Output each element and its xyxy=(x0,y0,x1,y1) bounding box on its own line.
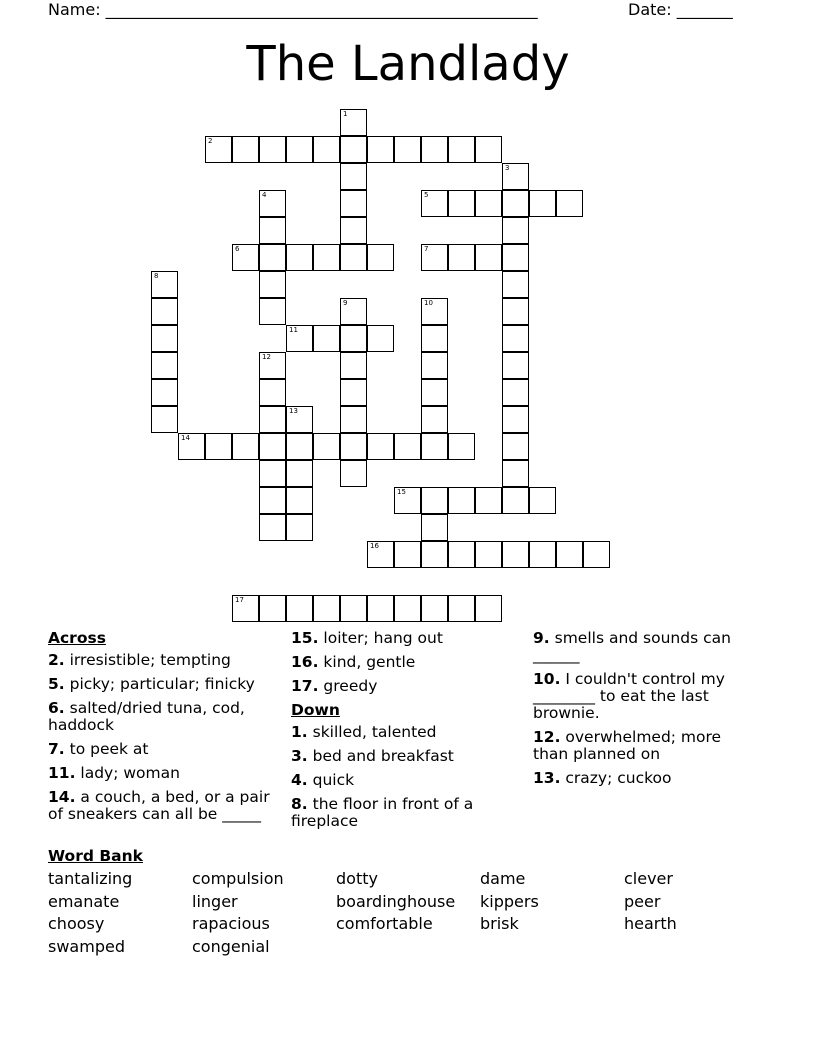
clue-number-label: 10. xyxy=(533,670,561,688)
grid-cell[interactable] xyxy=(421,541,448,568)
clue-number: 7 xyxy=(424,245,429,253)
grid-cell[interactable] xyxy=(259,298,286,325)
clue-text: irresistible; tempting xyxy=(69,651,231,669)
grid-cell[interactable] xyxy=(367,325,394,352)
down-clue-list-continued xyxy=(533,630,743,787)
word-bank-item: dame xyxy=(480,869,526,888)
grid-cell[interactable] xyxy=(313,136,340,163)
grid-cell[interactable] xyxy=(421,352,448,379)
clue xyxy=(533,630,743,664)
grid-cell[interactable] xyxy=(178,433,205,460)
clue xyxy=(291,772,523,789)
clue xyxy=(291,678,523,695)
clue-number-label: 8. xyxy=(291,795,308,813)
word-bank-item: swamped xyxy=(48,936,125,956)
word-bank-item: boardinghouse xyxy=(336,891,456,911)
grid-cell[interactable] xyxy=(421,406,448,433)
grid-cell[interactable] xyxy=(367,541,394,568)
grid-cell[interactable] xyxy=(475,595,502,622)
grid-cell[interactable] xyxy=(259,595,286,622)
grid-cell[interactable] xyxy=(286,325,313,352)
grid-cell[interactable] xyxy=(502,406,529,433)
grid-cell[interactable] xyxy=(421,433,448,460)
grid-cell[interactable] xyxy=(232,136,259,163)
grid-cell[interactable] xyxy=(502,433,529,460)
clue-number: 10 xyxy=(424,299,433,307)
grid-cell[interactable] xyxy=(151,325,178,352)
grid-cell[interactable] xyxy=(259,487,286,514)
clue xyxy=(48,652,280,669)
grid-cell[interactable] xyxy=(259,136,286,163)
grid-cell[interactable] xyxy=(448,541,475,568)
grid-cell[interactable] xyxy=(286,595,313,622)
grid-cell[interactable] xyxy=(394,595,421,622)
grid-cell[interactable] xyxy=(421,514,448,541)
clue-number-label: 16. xyxy=(291,653,319,671)
grid-cell[interactable] xyxy=(151,271,178,298)
grid-cell[interactable] xyxy=(421,379,448,406)
grid-cell[interactable] xyxy=(286,136,313,163)
clue-text: kind, gentle xyxy=(323,653,416,671)
grid-cell[interactable] xyxy=(313,325,340,352)
clue xyxy=(533,671,743,722)
grid-cell[interactable] xyxy=(529,487,556,514)
grid-cell[interactable] xyxy=(448,190,475,217)
grid-cell[interactable] xyxy=(475,487,502,514)
clue-number-label: 4. xyxy=(291,771,308,789)
word-bank-item: rapacious xyxy=(192,914,270,933)
clue-text: loiter; hang out xyxy=(323,629,443,647)
grid-cell[interactable] xyxy=(421,487,448,514)
clue-number-label: 5. xyxy=(48,675,65,693)
grid-cell[interactable] xyxy=(556,190,583,217)
grid-cell[interactable] xyxy=(583,541,610,568)
clue xyxy=(291,748,523,765)
clue-number: 17 xyxy=(235,596,244,604)
grid-cell[interactable] xyxy=(448,487,475,514)
grid-cell[interactable] xyxy=(502,541,529,568)
clue-number: 15 xyxy=(397,488,406,496)
grid-cell[interactable] xyxy=(421,298,448,325)
grid-cell[interactable] xyxy=(340,190,367,217)
clue-number-label: 7. xyxy=(48,740,65,758)
grid-cell[interactable] xyxy=(448,244,475,271)
clue xyxy=(291,724,523,741)
grid-cell[interactable] xyxy=(340,298,367,325)
date-field-label[interactable]: Date: _______ xyxy=(628,0,733,19)
word-bank-item: choosy xyxy=(48,914,105,933)
clue-text: salted/dried tuna, cod, haddock xyxy=(48,699,245,734)
clue-number: 5 xyxy=(424,191,429,199)
clue xyxy=(291,796,523,830)
clue-number: 4 xyxy=(262,191,267,199)
grid-cell[interactable] xyxy=(502,460,529,487)
grid-cell[interactable] xyxy=(340,433,367,460)
grid-cell[interactable] xyxy=(286,406,313,433)
word-bank-item: peer xyxy=(624,891,661,911)
grid-cell[interactable] xyxy=(286,487,313,514)
word-bank-item: dotty xyxy=(336,869,378,888)
clue-text: skilled, talented xyxy=(312,723,437,741)
clue xyxy=(533,770,743,787)
grid-cell[interactable] xyxy=(556,541,583,568)
grid-cell[interactable] xyxy=(421,325,448,352)
grid-cell[interactable] xyxy=(394,136,421,163)
grid-cell[interactable] xyxy=(340,163,367,190)
grid-cell[interactable] xyxy=(394,541,421,568)
grid-cell[interactable] xyxy=(529,541,556,568)
clue-number: 11 xyxy=(289,326,298,334)
across-clue-list-continued xyxy=(291,630,523,695)
grid-cell[interactable] xyxy=(340,406,367,433)
clue-number-label: 2. xyxy=(48,651,65,669)
clue-text: crazy; cuckoo xyxy=(565,769,672,787)
grid-cell[interactable] xyxy=(259,244,286,271)
page-title: The Landlady xyxy=(246,36,570,92)
grid-cell[interactable] xyxy=(367,433,394,460)
grid-cell[interactable] xyxy=(313,595,340,622)
grid-cell[interactable] xyxy=(367,244,394,271)
grid-cell[interactable] xyxy=(421,136,448,163)
grid-cell[interactable] xyxy=(151,298,178,325)
clue xyxy=(48,765,280,782)
grid-cell[interactable] xyxy=(286,244,313,271)
clue-text: a couch, a bed, or a pair of sneakers can all be _____ xyxy=(48,788,270,823)
grid-cell[interactable] xyxy=(340,244,367,271)
clue-text: quick xyxy=(312,771,355,789)
grid-cell[interactable] xyxy=(502,163,529,190)
grid-cell[interactable] xyxy=(286,514,313,541)
clue-number-label: 12. xyxy=(533,728,561,746)
grid-cell[interactable] xyxy=(340,460,367,487)
grid-cell[interactable] xyxy=(286,460,313,487)
clue-number: 6 xyxy=(235,245,240,253)
clue-text: greedy xyxy=(323,677,378,695)
grid-cell[interactable] xyxy=(529,190,556,217)
word-bank-item: tantalizing xyxy=(48,869,133,888)
word-bank-item: comfortable xyxy=(336,914,433,933)
grid-cell[interactable] xyxy=(340,217,367,244)
word-bank-item: emanate xyxy=(48,891,120,911)
clue-number-label: 9. xyxy=(533,629,550,647)
down-heading: Down xyxy=(291,701,340,719)
grid-cell[interactable] xyxy=(151,379,178,406)
grid-cell[interactable] xyxy=(259,352,286,379)
grid-cell[interactable] xyxy=(502,487,529,514)
grid-cell[interactable] xyxy=(232,244,259,271)
grid-cell[interactable] xyxy=(259,190,286,217)
grid-cell[interactable] xyxy=(259,217,286,244)
clue-number-label: 17. xyxy=(291,677,319,695)
clue xyxy=(48,741,280,758)
clue xyxy=(291,630,523,647)
grid-cell[interactable] xyxy=(448,433,475,460)
grid-cell[interactable] xyxy=(502,244,529,271)
clue-number-label: 15. xyxy=(291,629,319,647)
grid-cell[interactable] xyxy=(340,352,367,379)
across-heading: Across xyxy=(48,629,106,647)
across-clue-list xyxy=(48,652,280,823)
grid-cell[interactable] xyxy=(448,595,475,622)
grid-cell[interactable] xyxy=(259,460,286,487)
grid-cell[interactable] xyxy=(475,190,502,217)
clue-number: 1 xyxy=(343,110,348,118)
word-bank-title: Word Bank xyxy=(48,847,143,865)
grid-cell[interactable] xyxy=(502,190,529,217)
clue xyxy=(533,729,743,763)
grid-cell[interactable] xyxy=(259,514,286,541)
grid-cell[interactable] xyxy=(259,379,286,406)
grid-cell[interactable] xyxy=(340,595,367,622)
grid-cell[interactable] xyxy=(340,325,367,352)
clue xyxy=(48,789,280,823)
clue-number: 9 xyxy=(343,299,348,307)
grid-cell[interactable] xyxy=(151,406,178,433)
grid-cell[interactable] xyxy=(205,136,232,163)
grid-cell[interactable] xyxy=(232,595,259,622)
grid-cell[interactable] xyxy=(259,433,286,460)
clue-number: 14 xyxy=(181,434,190,442)
grid-cell[interactable] xyxy=(286,433,313,460)
clue-number: 12 xyxy=(262,353,271,361)
word-bank-item: compulsion xyxy=(192,869,284,888)
grid-cell[interactable] xyxy=(313,244,340,271)
grid-cell[interactable] xyxy=(502,352,529,379)
clue xyxy=(291,654,523,671)
clue-number: 8 xyxy=(154,272,159,280)
clue xyxy=(48,700,280,734)
grid-cell[interactable] xyxy=(502,379,529,406)
clue xyxy=(48,676,280,693)
clue-number-label: 13. xyxy=(533,769,561,787)
word-bank-item: clever xyxy=(624,869,673,888)
clue-text: overwhelmed; more than planned on xyxy=(533,728,722,763)
clue-number: 13 xyxy=(289,407,298,415)
clues-column-1 xyxy=(48,630,280,830)
grid-cell[interactable] xyxy=(367,136,394,163)
grid-cell[interactable] xyxy=(475,136,502,163)
clue-number-label: 3. xyxy=(291,747,308,765)
grid-cell[interactable] xyxy=(259,406,286,433)
clue-text: lady; woman xyxy=(80,764,180,782)
clue-number: 2 xyxy=(208,137,213,145)
grid-cell[interactable] xyxy=(502,271,529,298)
clues-column-2 xyxy=(291,630,523,837)
grid-cell[interactable] xyxy=(502,217,529,244)
grid-cell[interactable] xyxy=(475,244,502,271)
clues-column-3 xyxy=(533,630,743,794)
grid-cell[interactable] xyxy=(394,487,421,514)
clue-text: I couldn't control my ________ to eat the last brownie. xyxy=(533,670,725,722)
grid-cell[interactable] xyxy=(340,136,367,163)
clue-number: 16 xyxy=(370,542,379,550)
grid-cell[interactable] xyxy=(394,433,421,460)
clue-text: to peek at xyxy=(69,740,149,758)
clue-text: bed and breakfast xyxy=(312,747,454,765)
grid-cell[interactable] xyxy=(151,352,178,379)
grid-cell[interactable] xyxy=(475,541,502,568)
clue-text: smells and sounds can ______ xyxy=(533,629,731,664)
clue-number-label: 1. xyxy=(291,723,308,741)
clue-number-label: 6. xyxy=(48,699,65,717)
name-field-label[interactable]: Name: ______________________________________________________ xyxy=(48,0,538,19)
grid-cell[interactable] xyxy=(232,433,259,460)
grid-cell[interactable] xyxy=(313,433,340,460)
grid-cell[interactable] xyxy=(340,109,367,136)
word-bank-item: congenial xyxy=(192,936,270,956)
clue-text: picky; particular; finicky xyxy=(69,675,255,693)
clue-text: the floor in front of a fireplace xyxy=(291,795,474,830)
grid-cell[interactable] xyxy=(421,190,448,217)
grid-cell[interactable] xyxy=(259,271,286,298)
grid-cell[interactable] xyxy=(421,244,448,271)
grid-cell[interactable] xyxy=(421,595,448,622)
grid-cell[interactable] xyxy=(367,595,394,622)
grid-cell[interactable] xyxy=(502,325,529,352)
word-bank-item: linger xyxy=(192,891,238,911)
clue-number-label: 11. xyxy=(48,764,76,782)
grid-cell[interactable] xyxy=(205,433,232,460)
down-clue-list xyxy=(291,724,523,830)
clue-number-label: 14. xyxy=(48,788,76,806)
clue-number: 3 xyxy=(505,164,510,172)
grid-cell[interactable] xyxy=(340,379,367,406)
grid-cell[interactable] xyxy=(502,298,529,325)
word-bank-item: brisk xyxy=(480,914,519,933)
grid-cell[interactable] xyxy=(448,136,475,163)
word-bank-item: hearth xyxy=(624,914,677,933)
word-bank-item: kippers xyxy=(480,891,539,911)
